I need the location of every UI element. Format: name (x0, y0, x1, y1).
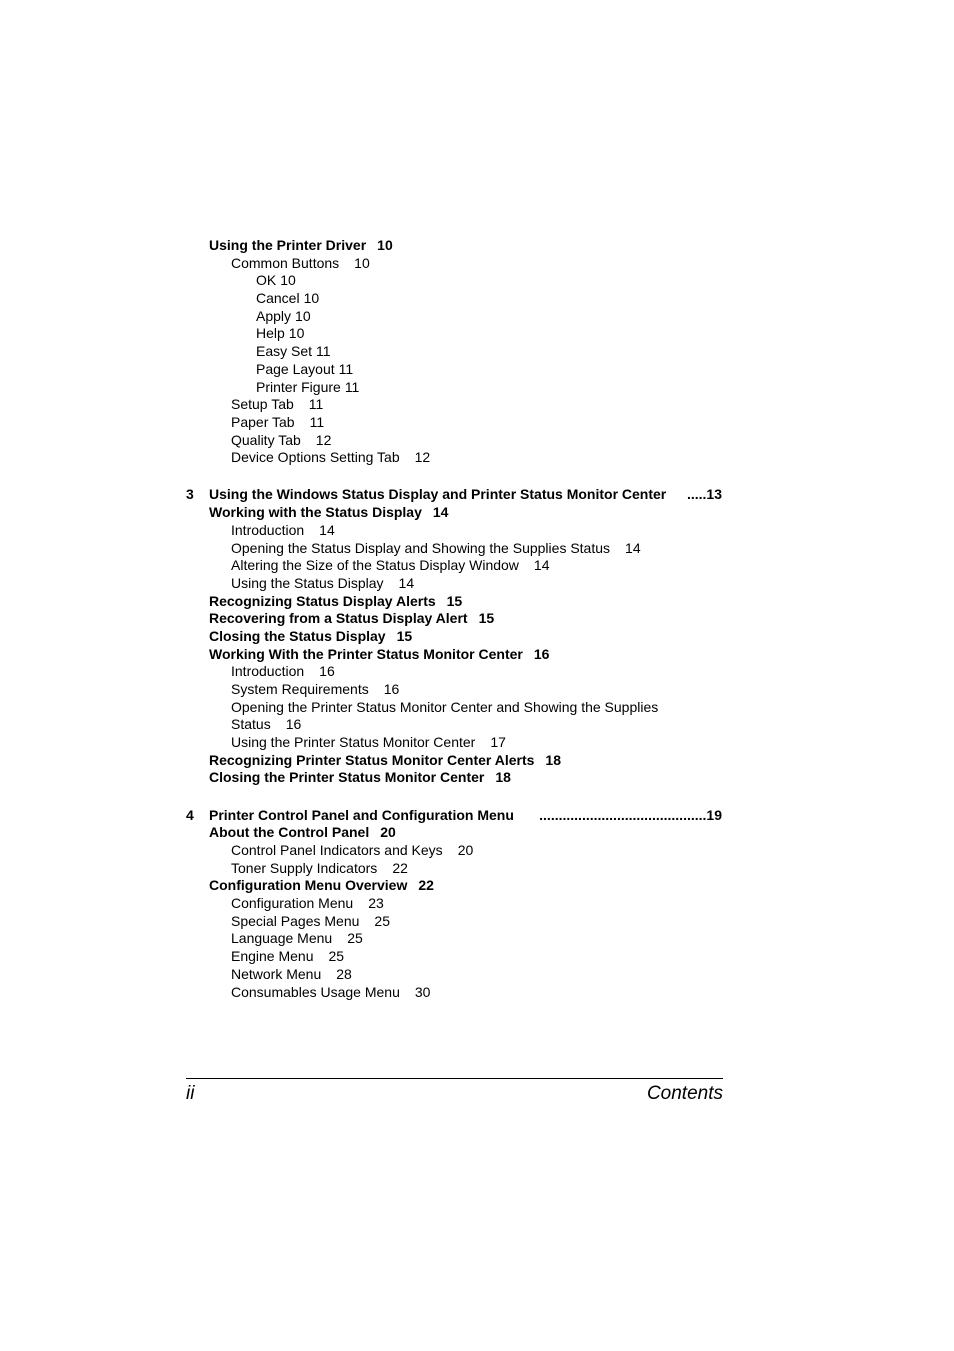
footer-page-number: ii (186, 1083, 195, 1104)
chapter-title: Using the Windows Status Display and Printer Status Monitor Center (209, 486, 667, 503)
page-number: 16 (383, 681, 400, 697)
page-number: 15 (396, 627, 413, 644)
entry-title: Opening the Printer Status Monitor Center and Showing the Supplies (231, 698, 659, 715)
toc-subsection-continuation (186, 716, 726, 734)
toc-item-entry (186, 361, 726, 379)
toc-subsection-entry (186, 255, 726, 273)
page-number: 11 (338, 360, 354, 377)
entry-title: Configuration Menu (231, 895, 354, 912)
entry-title: Language Menu (231, 930, 333, 947)
page-number: 25 (374, 912, 390, 929)
toc-section-entry (186, 646, 726, 664)
entry-title: Cancel (256, 290, 300, 307)
toc-item-entry (186, 343, 726, 361)
toc-section-entry (186, 593, 726, 611)
toc-subsection-entry (186, 930, 726, 948)
toc-subsection-entry (186, 575, 726, 593)
toc-chapter-entry (186, 807, 726, 825)
entry-title: Page Layout (256, 360, 335, 377)
table-of-contents (186, 237, 726, 1001)
entry-title: Opening the Status Display and Showing the Supplies Status (231, 539, 611, 556)
toc-item-entry (186, 272, 726, 290)
entry-title: Recognizing Printer Status Monitor Center Alerts (209, 751, 535, 768)
toc-subsection-entry (186, 557, 726, 575)
entry-title: Easy Set (256, 343, 313, 360)
toc-section-entry (186, 824, 726, 842)
page-number: 20 (380, 824, 396, 841)
toc-subsection-entry (186, 860, 726, 878)
page-number: 25 (328, 948, 345, 965)
entry-title: Using the Status Display (231, 574, 384, 591)
chapter-title: Printer Control Panel and Configuration Menu (209, 806, 514, 823)
entry-title: Paper Tab (231, 413, 295, 430)
page-number: 11 (344, 378, 360, 395)
page-number: 14 (432, 504, 449, 521)
toc-spacer (186, 467, 726, 487)
toc-subsection-entry (186, 449, 726, 467)
page-number: 17 (490, 734, 506, 751)
entry-title: Printer Figure (256, 378, 341, 395)
entry-title: Toner Supply Indicators (231, 859, 378, 876)
toc-subsection-entry (186, 842, 726, 860)
entry-title: Closing the Status Display (209, 627, 386, 644)
chapter-number: 4 (186, 806, 194, 823)
entry-title: Status (231, 716, 271, 733)
entry-title: Closing the Printer Status Monitor Center (209, 769, 485, 786)
page-number: 22 (392, 859, 408, 876)
toc-subsection-entry (186, 681, 726, 699)
page-number: 30 (414, 983, 431, 1000)
entry-title: Apply (256, 307, 292, 324)
entry-title: Help (256, 325, 285, 342)
toc-subsection-entry (186, 734, 726, 752)
entry-title: Control Panel Indicators and Keys (231, 842, 443, 858)
toc-subsection-entry (186, 522, 726, 540)
page-number: 12 (315, 431, 332, 448)
toc-section-entry (186, 610, 726, 628)
page-number: 10 (377, 237, 393, 253)
toc-subsection-entry (186, 966, 726, 984)
page-number: 11 (308, 396, 324, 413)
entry-title: Altering the Size of the Status Display Window (231, 557, 519, 574)
page-number: 12 (414, 449, 431, 466)
page-number: 16 (285, 716, 302, 733)
page-number: 18 (495, 769, 511, 786)
entry-title: Recovering from a Status Display Alert (209, 610, 468, 627)
toc-section-entry (186, 752, 726, 770)
toc-subsection-entry (186, 396, 726, 414)
entry-title: Working With the Printer Status Monitor Center (209, 645, 523, 662)
toc-section-entry (186, 877, 726, 895)
toc-item-entry (186, 325, 726, 343)
toc-subsection-entry (186, 540, 726, 558)
dot-leader: ........................................... (539, 806, 707, 823)
page-number: 13 (706, 486, 722, 503)
toc-section-entry (186, 628, 726, 646)
page-number: 11 (316, 343, 331, 360)
entry-title: Network Menu (231, 965, 322, 982)
toc-chapter-entry (186, 486, 726, 504)
toc-spacer (186, 787, 726, 807)
entry-title: Consumables Usage Menu (231, 983, 400, 1000)
entry-title: Quality Tab (231, 431, 301, 448)
page-number: 14 (398, 574, 415, 591)
entry-title: Device Options Setting Tab (231, 449, 400, 466)
footer-rule (186, 1078, 723, 1079)
toc-section-entry (186, 769, 726, 787)
chapter-number: 3 (186, 486, 194, 503)
chapter-page-ref (687, 486, 722, 504)
entry-title: Working with the Status Display (209, 504, 422, 521)
toc-item-entry (186, 290, 726, 308)
toc-subsection-entry (186, 913, 726, 931)
page-number: 15 (478, 610, 495, 627)
footer-section-title: Contents (646, 1083, 723, 1104)
entry-title: Introduction (231, 663, 305, 680)
page-number: 14 (319, 521, 335, 538)
page-number: 10 (280, 272, 296, 289)
entry-title: Setup Tab (231, 396, 294, 413)
toc-subsection-entry (186, 432, 726, 450)
page-number: 10 (288, 325, 305, 342)
toc-subsection-entry (186, 948, 726, 966)
page-number: 14 (533, 557, 550, 574)
entry-title: Common Buttons (231, 254, 340, 271)
entry-title: Engine Menu (231, 948, 314, 965)
toc-subsection-entry (186, 699, 726, 717)
page-number: 11 (309, 413, 325, 430)
toc-section-entry (186, 504, 726, 522)
page-number: 10 (354, 254, 370, 271)
page-number: 22 (418, 877, 434, 894)
toc-subsection-entry (186, 414, 726, 432)
chapter-page-ref (539, 807, 722, 825)
page-number: 18 (545, 751, 561, 768)
toc-item-entry (186, 308, 726, 326)
entry-title: Introduction (231, 521, 305, 538)
page-number: 10 (295, 307, 311, 324)
page-number: 20 (457, 842, 474, 858)
page-number: 19 (706, 806, 722, 823)
page-number: 10 (303, 290, 320, 307)
entry-title: Configuration Menu Overview (209, 877, 408, 894)
toc-item-entry (186, 379, 726, 397)
entry-title: Using the Printer Status Monitor Center (231, 734, 476, 751)
page-number: 28 (336, 965, 352, 982)
page-number: 16 (533, 645, 550, 662)
entry-title: System Requirements (231, 681, 369, 697)
entry-title: Recognizing Status Display Alerts (209, 592, 436, 609)
entry-title: OK (256, 272, 277, 289)
toc-subsection-entry (186, 895, 726, 913)
page-number: 23 (368, 895, 384, 912)
page-number: 16 (319, 663, 335, 680)
page-number: 15 (446, 592, 463, 609)
entry-title: Special Pages Menu (231, 912, 360, 929)
toc-subsection-entry (186, 984, 726, 1002)
page-number: 14 (625, 539, 641, 556)
toc-section-entry (186, 237, 726, 255)
entry-title: Using the Printer Driver (209, 237, 367, 253)
dot-leader: ..... (686, 486, 707, 503)
entry-title: About the Control Panel (209, 824, 370, 841)
page-number: 25 (347, 930, 363, 947)
toc-subsection-entry (186, 663, 726, 681)
